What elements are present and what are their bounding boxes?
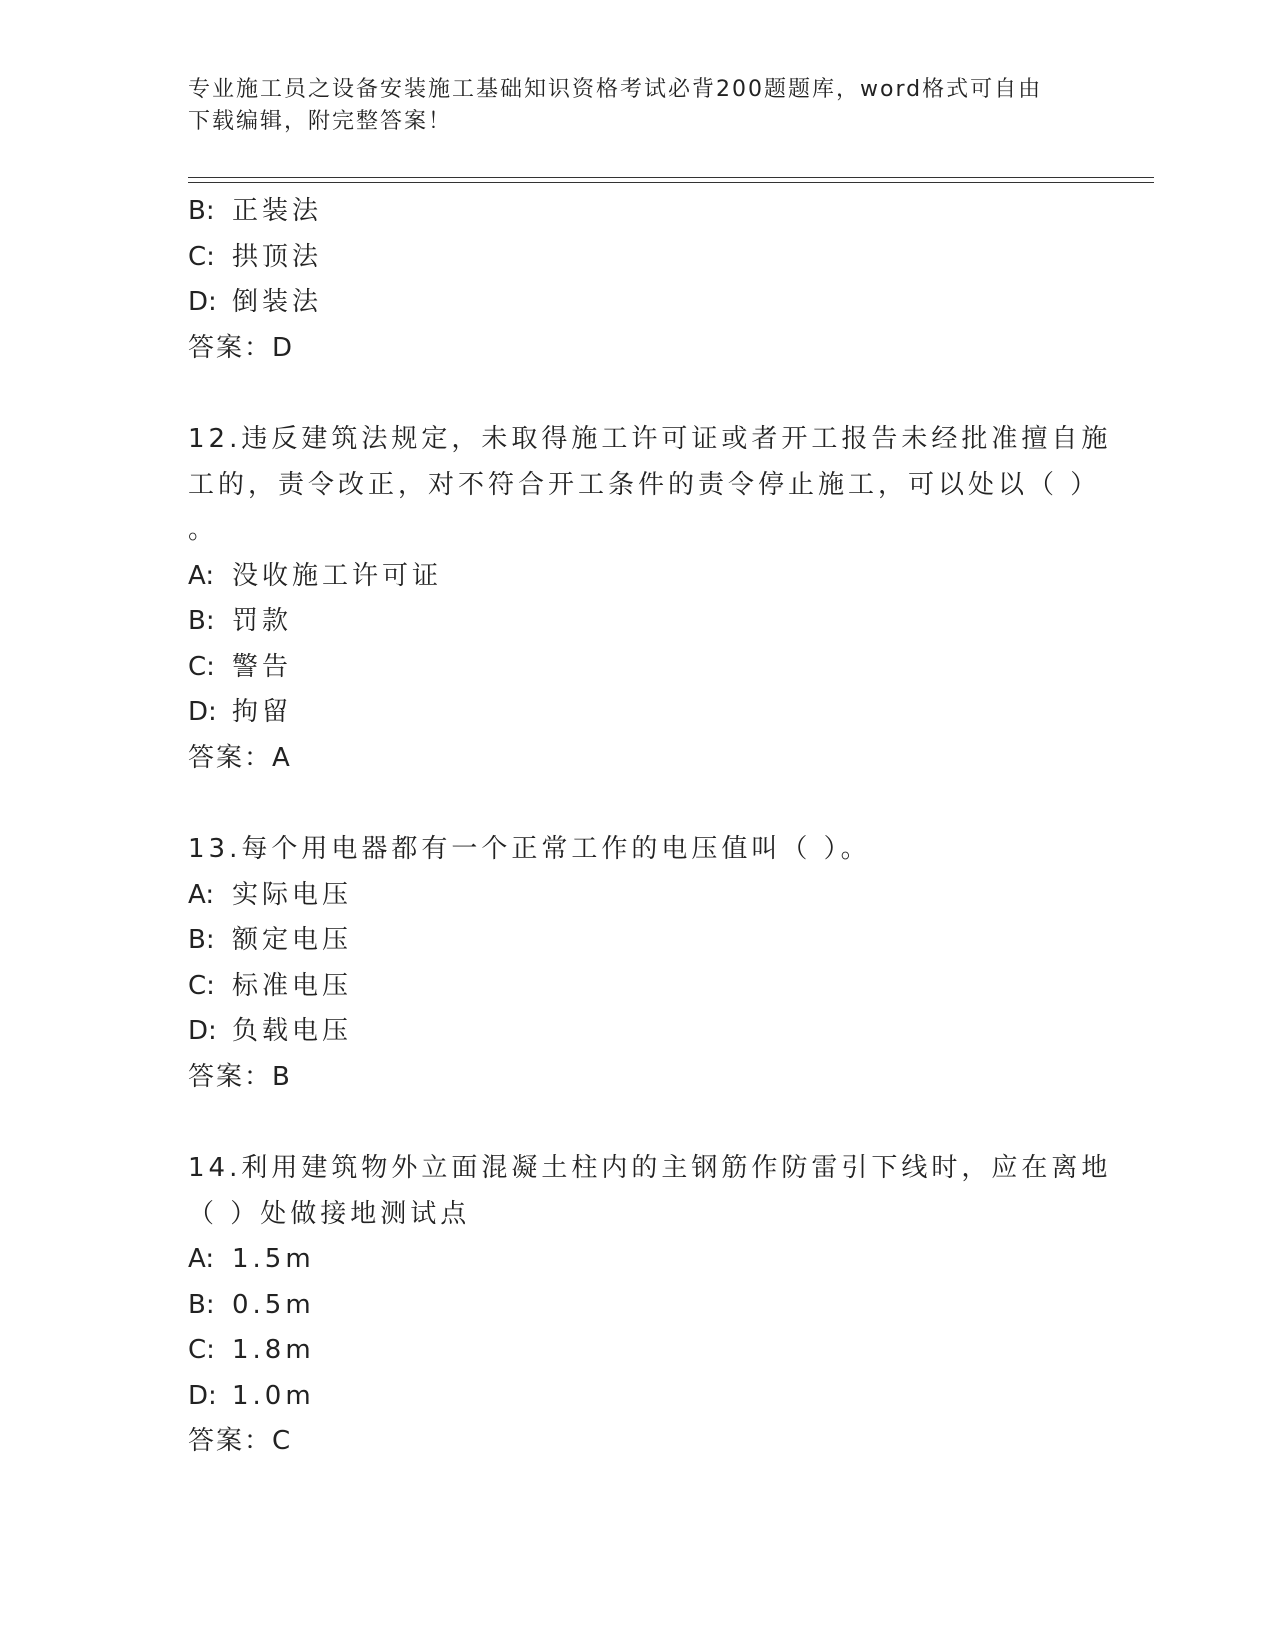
option-d (188, 280, 1088, 326)
option-b (188, 599, 1088, 645)
option-b (188, 1283, 1088, 1329)
option-a (188, 1237, 1088, 1283)
question-stem-line: 工的，责令改正，对不符合开工条件的责令停止施工，可以处以（ ） (188, 469, 1101, 500)
question-13 (188, 827, 1088, 1100)
spacer (188, 1100, 1088, 1146)
document-header (188, 74, 1088, 138)
option-b (188, 918, 1088, 964)
header-line-1: 专业施工员之设备安装施工基础知识资格考试必背200题题库，word格式可自由 (188, 77, 1043, 102)
document-body (188, 189, 1112, 1465)
option-text: 实际电压 (232, 879, 353, 910)
option-a (188, 554, 1088, 600)
option-text: 正装法 (232, 196, 323, 226)
question-stem-line: 14.利用建筑物外立面混凝土柱内的主钢筋作防雷引下线时，应在离地 (188, 1153, 1112, 1183)
option-key: B: (188, 606, 215, 636)
option-b (188, 189, 1088, 235)
option-c (188, 964, 1088, 1010)
option-c (188, 1328, 1088, 1374)
option-key: A: (188, 1244, 215, 1274)
header-rule-bottom (188, 182, 1154, 183)
option-key: C: (188, 651, 215, 682)
option-text: 拘留 (232, 697, 293, 727)
spacer (188, 371, 1088, 417)
answer-line: 答案：C (188, 1426, 293, 1456)
option-key: B: (188, 925, 215, 955)
header-line-2: 下载编辑，附完整答案！ (188, 109, 453, 134)
header-rule-top (188, 177, 1154, 178)
option-text: 负载电压 (232, 1016, 353, 1046)
option-text: 没收施工许可证 (232, 560, 443, 591)
option-c (188, 645, 1088, 691)
option-text: 倒装法 (232, 287, 323, 317)
option-key: A: (188, 879, 215, 910)
option-text: 额定电压 (232, 925, 353, 955)
question-stem-line: 。 (188, 515, 219, 545)
option-d (188, 1374, 1088, 1420)
option-text: 拱顶法 (232, 241, 323, 272)
option-text: 警告 (232, 651, 293, 682)
option-text: 1.8m (232, 1335, 315, 1365)
option-a (188, 873, 1088, 919)
answer-line: 答案：B (188, 1061, 292, 1092)
answer-line: 答案：D (188, 332, 295, 363)
option-text: 标准电压 (232, 970, 353, 1001)
spacer (188, 781, 1088, 827)
option-d (188, 690, 1088, 736)
option-key: B: (188, 196, 215, 226)
question-stem-line: （ ）处做接地测试点 (188, 1198, 471, 1229)
option-key: C: (188, 970, 215, 1001)
option-key: D: (188, 1016, 217, 1046)
question-11-continued (188, 189, 1088, 371)
question-stem-line: 13.每个用电器都有一个正常工作的电压值叫（ ）。 (188, 834, 871, 864)
option-d (188, 1009, 1088, 1055)
option-key: C: (188, 241, 215, 272)
option-key: D: (188, 697, 217, 727)
option-key: D: (188, 287, 217, 317)
option-key: D: (188, 1380, 217, 1411)
option-c (188, 235, 1088, 281)
option-key: B: (188, 1289, 215, 1320)
question-14 (188, 1146, 1112, 1465)
answer-line: 答案：A (188, 742, 292, 773)
option-key: A: (188, 560, 215, 591)
option-key: C: (188, 1335, 215, 1365)
option-text: 罚款 (232, 606, 293, 636)
question-stem-line: 12.违反建筑法规定，未取得施工许可证或者开工报告未经批准擅自施 (188, 424, 1112, 454)
option-text: 1.0m (232, 1380, 315, 1411)
option-text: 1.5m (232, 1244, 315, 1274)
option-text: 0.5m (232, 1289, 315, 1320)
question-12 (188, 417, 1112, 781)
